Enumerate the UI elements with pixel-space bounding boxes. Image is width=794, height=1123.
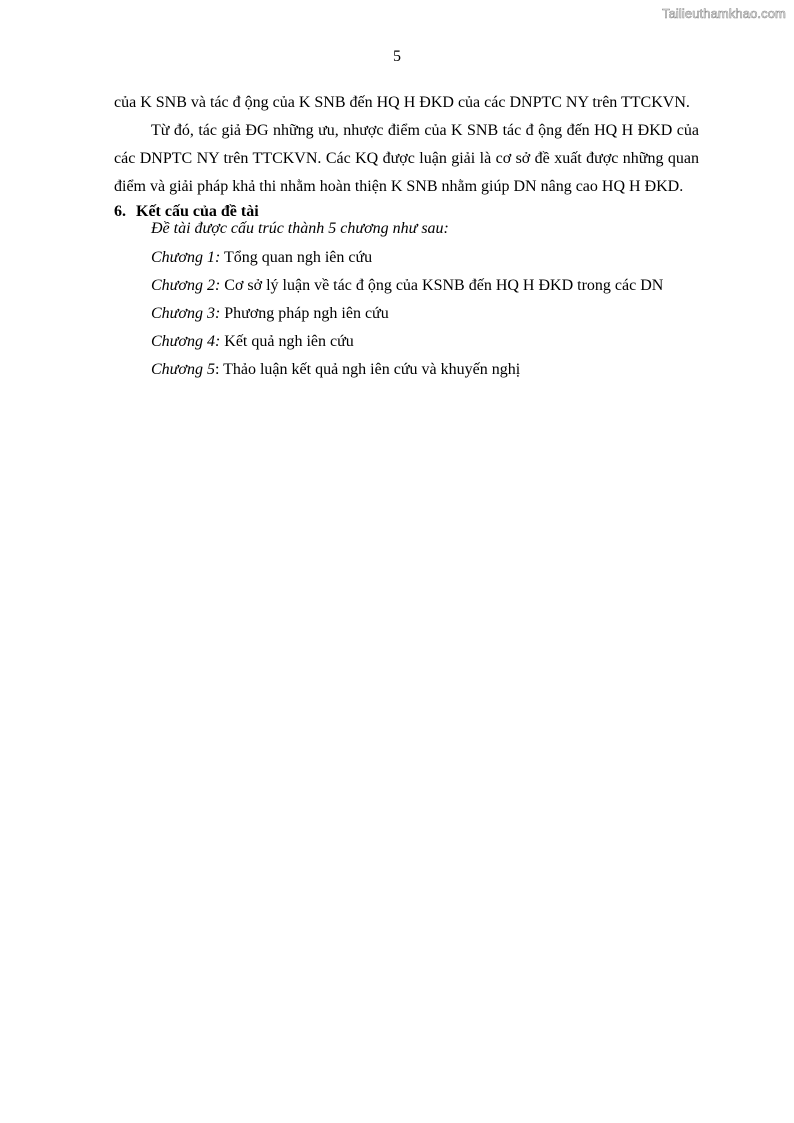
watermark-text: Tailieuthamkhao.com <box>661 6 786 21</box>
chapter-label: Chương 4: <box>151 333 221 350</box>
chapter-title: Tổng quan ngh iên cứu <box>223 249 373 266</box>
chapter-label: Chương 3: <box>151 305 221 322</box>
chapter-item <box>114 272 699 300</box>
chapter-title: Kết quả ngh iên cứu <box>224 333 354 350</box>
chapter-item <box>114 300 699 328</box>
chapter-item <box>114 244 699 272</box>
chapter-title: Phương pháp ngh iên cứu <box>224 305 389 322</box>
chapter-item <box>114 328 699 356</box>
paragraph-summary: Từ đó, tác giả ĐG những ưu, nhược điểm của K SNB tác đ ộng đến HQ H ĐKD của các DNPTC NY trên TTCKVN. Các KQ được luận giải là cơ sở đề xuất được những quan điểm và giải pháp khả thi nhằm hoàn thiện K SNB nhằm giúp DN nâng cao HQ H ĐKD. <box>114 122 699 195</box>
chapter-label: Chương 2: <box>151 277 221 294</box>
chapter-title: Cơ sở lý luận về tác đ ộng của KSNB đến HQ H ĐKD trong các DN <box>224 277 664 294</box>
page-number: 5 <box>393 48 401 65</box>
document-body <box>114 89 699 384</box>
section-heading <box>114 201 699 222</box>
chapter-label: Chương 1: <box>151 249 221 266</box>
section-intro: Đề tài được cấu trúc thành 5 chương như sau: <box>151 220 449 237</box>
section-title: Kết cấu của đề tài <box>136 203 259 220</box>
section-number: 6. <box>114 203 126 220</box>
chapter-title: : Thảo luận kết quả ngh iên cứu và khuyến nghị <box>214 361 521 378</box>
chapter-label: Chương 5 <box>151 361 215 378</box>
chapter-item <box>114 356 699 384</box>
paragraph-continuation: của K SNB và tác đ ộng của K SNB đến HQ H ĐKD của các DNPTC NY trên TTCKVN. <box>114 94 690 111</box>
